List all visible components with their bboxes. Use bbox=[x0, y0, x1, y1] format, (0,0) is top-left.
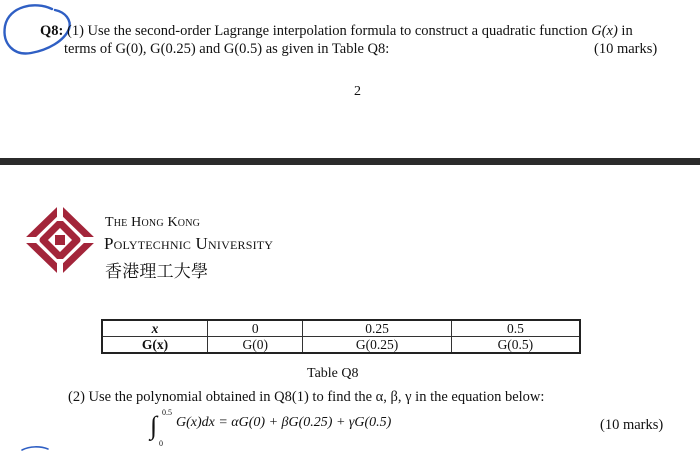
table-q8 bbox=[101, 319, 581, 354]
table-cell: G(0.25) bbox=[303, 337, 451, 354]
question-line-1 bbox=[40, 23, 633, 40]
integral-upper-limit: 0.5 bbox=[162, 408, 172, 417]
table-row-x bbox=[102, 320, 580, 337]
table-row-gx bbox=[102, 337, 580, 354]
page-divider bbox=[0, 158, 700, 165]
table-cell: 0 bbox=[208, 320, 303, 337]
university-name-chinese: 香港理工大學 bbox=[105, 262, 209, 282]
annotation-mark-icon bbox=[20, 444, 50, 452]
integral-sign bbox=[150, 410, 170, 448]
integral-symbol-icon: ∫ bbox=[150, 411, 158, 440]
table-cell: G(0.5) bbox=[451, 337, 580, 354]
page-number: 2 bbox=[354, 84, 361, 99]
university-name-line1: The Hong Kong bbox=[105, 215, 201, 230]
polyu-logo-icon bbox=[22, 205, 98, 275]
table-caption: Table Q8 bbox=[307, 366, 359, 381]
part1-marks: (10 marks) bbox=[594, 41, 658, 57]
part2-marks: (10 marks) bbox=[600, 417, 664, 433]
integral-equation: G(x)dx = αG(0) + βG(0.25) + γG(0.5) bbox=[176, 415, 392, 430]
question-part1-text: (1) Use the second-order Lagrange interpolation formula to construct a quadratic function bbox=[66, 23, 588, 39]
university-name-line2: Polytechnic University bbox=[104, 234, 274, 253]
question-function: G(x) bbox=[591, 23, 618, 39]
table-header-gx: G(x) bbox=[102, 337, 208, 354]
integral-lower-limit: 0 bbox=[159, 439, 163, 448]
question-in: in bbox=[621, 23, 633, 39]
part2-text: (2) Use the polynomial obtained in Q8(1) to find the α, β, γ in the equation below: bbox=[68, 389, 545, 405]
table-cell: G(0) bbox=[208, 337, 303, 354]
table-cell: 0.25 bbox=[303, 320, 451, 337]
table-header-x: x bbox=[102, 320, 208, 337]
question-label: Q8: bbox=[40, 23, 64, 39]
table-cell: 0.5 bbox=[451, 320, 580, 337]
question-line-2: terms of G(0), G(0.25) and G(0.5) as given in Table Q8: bbox=[64, 41, 390, 57]
